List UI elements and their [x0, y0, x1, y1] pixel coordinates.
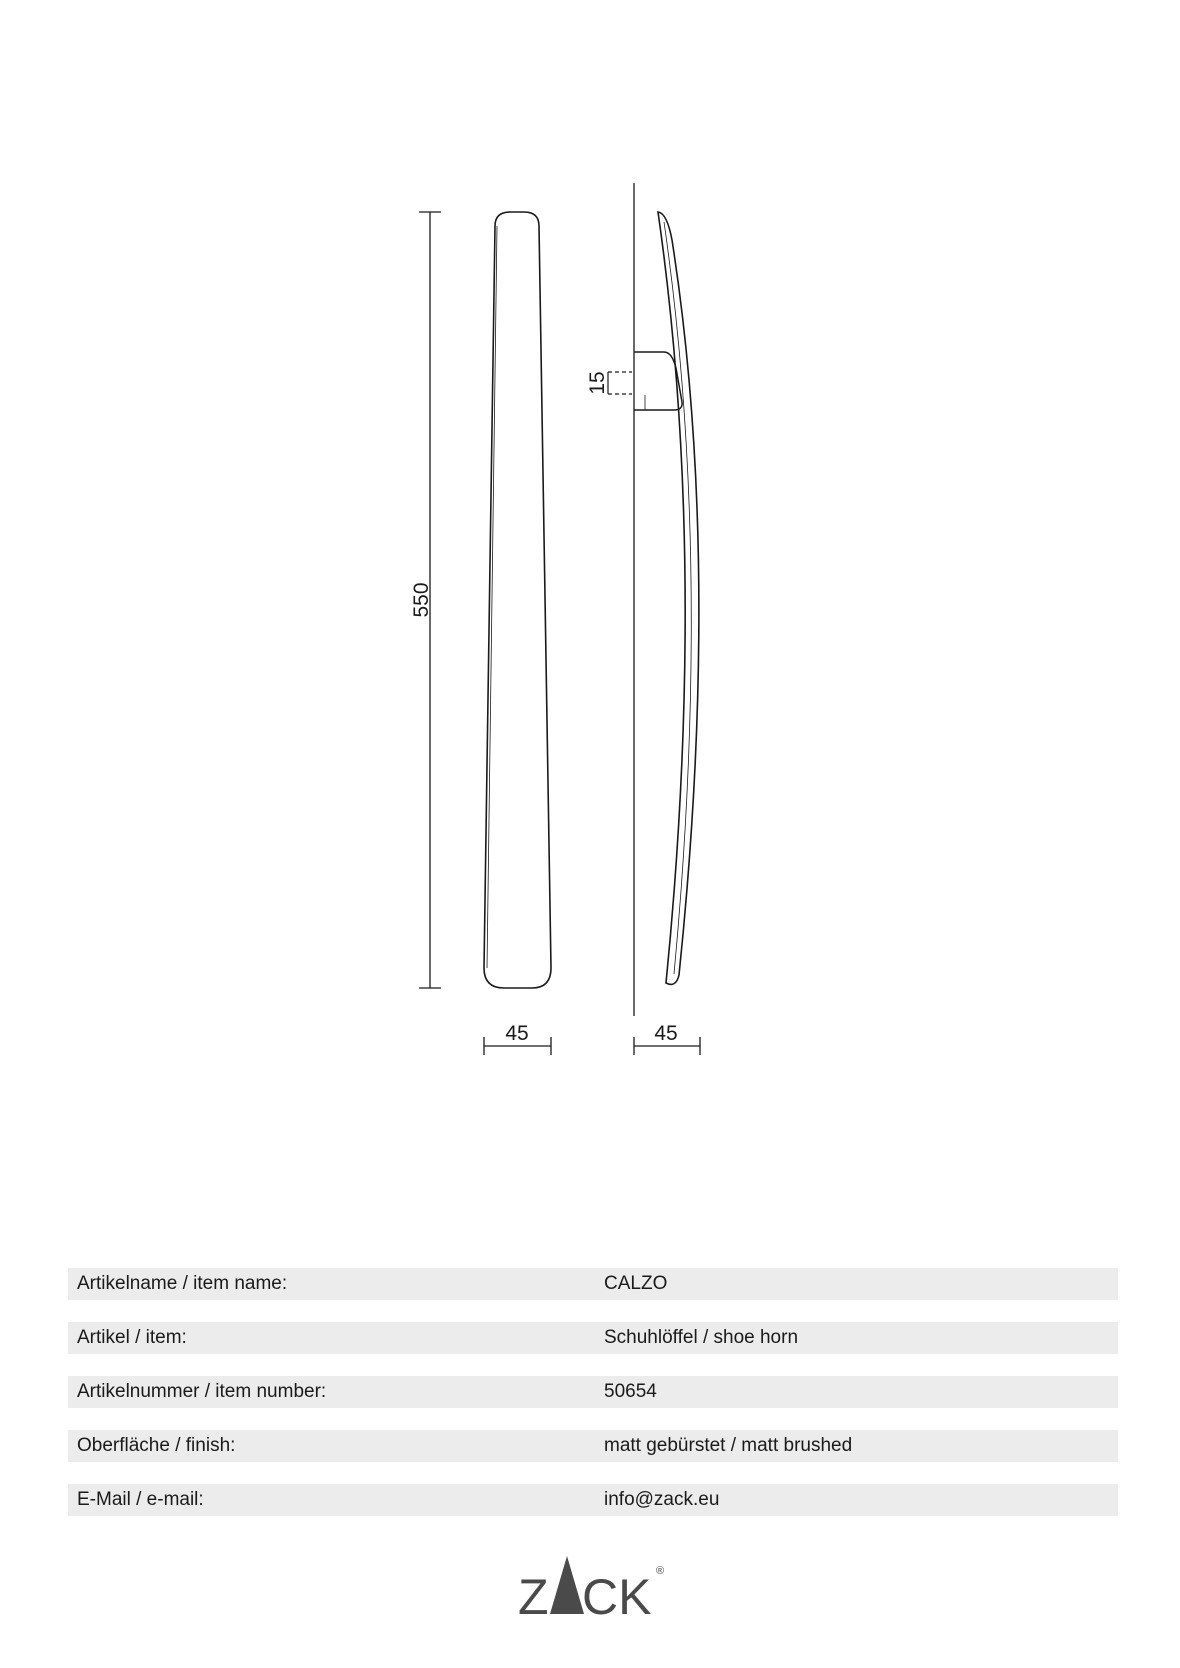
spec-row-item-number — [68, 1376, 1118, 1408]
shoehorn-side-inner-edge — [664, 222, 691, 974]
logo-triangle — [550, 1556, 584, 1614]
side-view — [608, 183, 700, 1055]
hook-dimension-label: 15 — [586, 371, 609, 395]
spec-label: Artikelname / item name: — [77, 1273, 288, 1294]
logo-letter-z: Z — [518, 1569, 549, 1622]
shoehorn-front-inner-edge — [487, 226, 497, 968]
spec-row-finish — [68, 1430, 1118, 1462]
spec-label: Oberfläche / finish: — [77, 1435, 236, 1456]
logo-registered-mark: ® — [656, 1565, 665, 1577]
front-view — [419, 212, 551, 1055]
shoehorn-front-outline — [484, 212, 551, 988]
spec-row-item-name — [68, 1268, 1118, 1300]
spec-label: E-Mail / e-mail: — [77, 1489, 204, 1510]
spec-table — [68, 1268, 1118, 1538]
spec-value: Schuhlöffel / shoe horn — [604, 1327, 799, 1348]
zack-logo-mark — [510, 1552, 670, 1622]
logo-letters-ck: CK — [582, 1569, 652, 1622]
shoehorn-side-profile — [658, 212, 699, 984]
spec-row-item — [68, 1322, 1118, 1354]
spec-row-email — [68, 1484, 1118, 1516]
side-depth-label: 45 — [654, 1022, 678, 1045]
spec-value: matt gebürstet / matt brushed — [604, 1435, 853, 1456]
height-dimension-label: 550 — [410, 582, 433, 618]
spec-value: info@zack.eu — [604, 1489, 720, 1510]
spec-label: Artikelnummer / item number: — [77, 1381, 327, 1402]
spec-value: 50654 — [604, 1381, 657, 1402]
zack-logo — [510, 1552, 670, 1622]
spec-value: CALZO — [604, 1273, 668, 1294]
front-width-label: 45 — [505, 1022, 529, 1045]
spec-label: Artikel / item: — [77, 1327, 187, 1348]
